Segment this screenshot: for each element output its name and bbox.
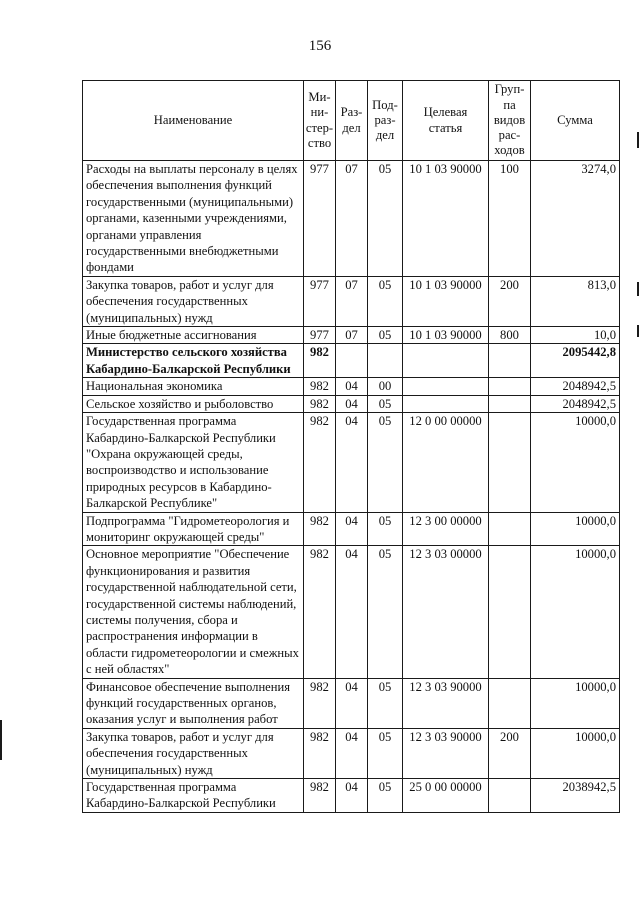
cell-subsection — [368, 344, 403, 378]
cell-sum: 2048942,5 — [531, 395, 620, 412]
cell-name: Закупка товаров, работ и услуг для обеспечения государственных (муниципальных) нужд — [83, 276, 304, 326]
cell-name: Национальная экономика — [83, 378, 304, 395]
margin-mark — [0, 720, 2, 760]
cell-group — [489, 413, 531, 512]
cell-subsection: 05 — [368, 276, 403, 326]
page-number: 156 — [308, 38, 332, 54]
table-row — [83, 327, 620, 344]
cell-section: 04 — [336, 378, 368, 395]
header-name: Наименование — [83, 81, 304, 161]
table-row — [83, 512, 620, 546]
cell-subsection: 05 — [368, 327, 403, 344]
cell-name: Подпрограмма "Гидрометеорология и мониторинг окружающей среды" — [83, 512, 304, 546]
cell-group — [489, 378, 531, 395]
table-row — [83, 276, 620, 326]
cell-sum: 10000,0 — [531, 678, 620, 728]
cell-sum: 2095442,8 — [531, 344, 620, 378]
cell-group: 200 — [489, 728, 531, 778]
cell-section: 04 — [336, 779, 368, 813]
cell-group — [489, 678, 531, 728]
cell-group — [489, 512, 531, 546]
header-target: Целевая статья — [403, 81, 489, 161]
cell-group — [489, 395, 531, 412]
cell-ministry: 982 — [304, 779, 336, 813]
header-row — [83, 81, 620, 161]
cell-ministry: 977 — [304, 276, 336, 326]
cell-target: 12 3 03 00000 — [403, 546, 489, 678]
cell-group: 200 — [489, 276, 531, 326]
table-row — [83, 779, 620, 813]
cell-ministry: 982 — [304, 546, 336, 678]
cell-ministry: 982 — [304, 413, 336, 512]
cell-sum: 3274,0 — [531, 161, 620, 277]
cell-subsection: 05 — [368, 413, 403, 512]
cell-section: 04 — [336, 512, 368, 546]
margin-mark — [637, 282, 639, 296]
cell-ministry: 977 — [304, 327, 336, 344]
cell-target: 25 0 00 00000 — [403, 779, 489, 813]
cell-name: Министерство сельского хозяйства Кабардино-Балкарской Республики — [83, 344, 304, 378]
cell-name: Иные бюджетные ассигнования — [83, 327, 304, 344]
margin-mark — [637, 132, 639, 148]
table-row — [83, 728, 620, 778]
cell-target: 12 3 00 00000 — [403, 512, 489, 546]
header-section: Раз- дел — [336, 81, 368, 161]
cell-target: 12 3 03 90000 — [403, 678, 489, 728]
cell-group — [489, 546, 531, 678]
cell-ministry: 977 — [304, 161, 336, 277]
budget-table — [82, 80, 620, 813]
cell-subsection: 05 — [368, 678, 403, 728]
cell-subsection: 05 — [368, 395, 403, 412]
header-sum: Сумма — [531, 81, 620, 161]
cell-ministry: 982 — [304, 678, 336, 728]
cell-name: Закупка товаров, работ и услуг для обеспечения государственных (муниципальных) нужд — [83, 728, 304, 778]
cell-sum: 2048942,5 — [531, 378, 620, 395]
cell-target — [403, 378, 489, 395]
cell-section: 04 — [336, 728, 368, 778]
cell-sum: 10,0 — [531, 327, 620, 344]
cell-section: 04 — [336, 395, 368, 412]
cell-sum: 813,0 — [531, 276, 620, 326]
cell-ministry: 982 — [304, 512, 336, 546]
cell-subsection: 05 — [368, 161, 403, 277]
header-subsection: Под- раз- дел — [368, 81, 403, 161]
cell-subsection: 05 — [368, 546, 403, 678]
cell-name: Расходы на выплаты персоналу в целях обеспечения выполнения функций государственными (муниципальными) органами, казенными учреждениями, органами управления государственными внебюджетными фондами — [83, 161, 304, 277]
cell-section: 07 — [336, 276, 368, 326]
cell-name: Сельское хозяйство и рыболовство — [83, 395, 304, 412]
cell-group: 100 — [489, 161, 531, 277]
cell-sum: 10000,0 — [531, 512, 620, 546]
cell-target: 10 1 03 90000 — [403, 161, 489, 277]
cell-subsection: 05 — [368, 512, 403, 546]
cell-sum: 10000,0 — [531, 413, 620, 512]
cell-subsection: 05 — [368, 779, 403, 813]
cell-ministry: 982 — [304, 344, 336, 378]
cell-sum: 10000,0 — [531, 728, 620, 778]
cell-name: Государственная программа Кабардино-Балкарской Республики — [83, 779, 304, 813]
table-row — [83, 678, 620, 728]
cell-group — [489, 344, 531, 378]
cell-sum: 2038942,5 — [531, 779, 620, 813]
cell-target — [403, 344, 489, 378]
cell-section: 04 — [336, 678, 368, 728]
cell-name: Основное мероприятие "Обеспечение функционирования и развития государственной наблюдательной сети, государственной системы наблюдений, системы получения, сбора и распространения информации в области гидрометеорологии и смежных с ней областях" — [83, 546, 304, 678]
cell-ministry: 982 — [304, 395, 336, 412]
cell-section: 07 — [336, 161, 368, 277]
cell-section — [336, 344, 368, 378]
cell-sum: 10000,0 — [531, 546, 620, 678]
cell-ministry: 982 — [304, 378, 336, 395]
table-row — [83, 378, 620, 395]
cell-group: 800 — [489, 327, 531, 344]
cell-target — [403, 395, 489, 412]
table-row — [83, 546, 620, 678]
table-row — [83, 395, 620, 412]
cell-section: 04 — [336, 413, 368, 512]
table-row — [83, 413, 620, 512]
cell-target: 10 1 03 90000 — [403, 276, 489, 326]
table-row — [83, 344, 620, 378]
cell-target: 12 3 03 90000 — [403, 728, 489, 778]
cell-section: 07 — [336, 327, 368, 344]
cell-group — [489, 779, 531, 813]
cell-subsection: 00 — [368, 378, 403, 395]
cell-name: Финансовое обеспечение выполнения функций государственных органов, оказания услуг и выполнения работ — [83, 678, 304, 728]
margin-mark — [637, 325, 639, 337]
cell-target: 12 0 00 00000 — [403, 413, 489, 512]
table-row — [83, 161, 620, 277]
header-expense-group: Груп- па видов рас- ходов — [489, 81, 531, 161]
cell-ministry: 982 — [304, 728, 336, 778]
cell-name: Государственная программа Кабардино-Балкарской Республики "Охрана окружающей среды, воспроизводство и использование природных ресурсов в Кабардино-Балкарской Республике" — [83, 413, 304, 512]
cell-target: 10 1 03 90000 — [403, 327, 489, 344]
cell-section: 04 — [336, 546, 368, 678]
header-ministry: Ми- ни- стер- ство — [304, 81, 336, 161]
cell-subsection: 05 — [368, 728, 403, 778]
